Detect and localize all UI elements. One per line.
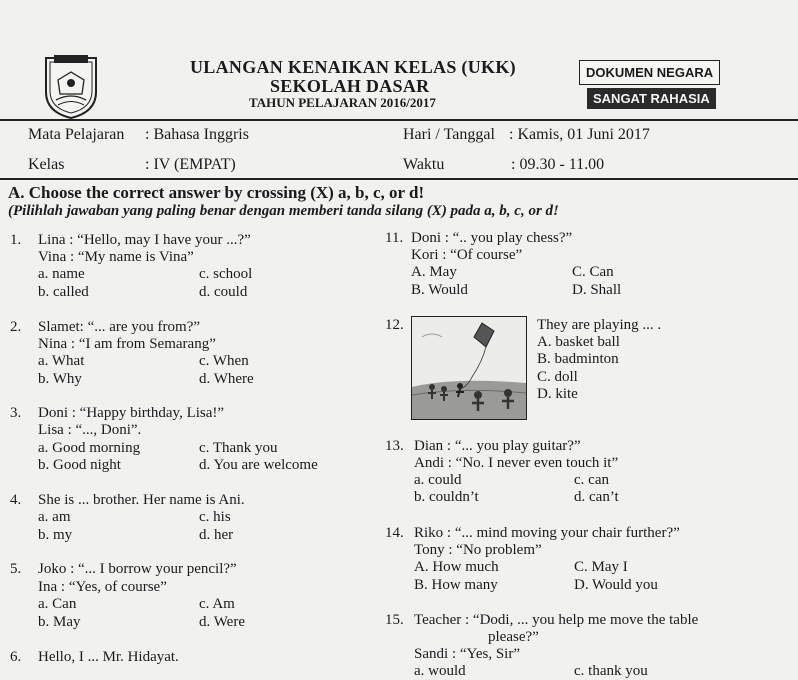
option-d[interactable]: d. Where — [199, 371, 254, 387]
question-line: Andi : “No. I never even touch it” — [414, 455, 619, 471]
option-c[interactable]: c. When — [199, 353, 249, 369]
option-d[interactable]: d. You are welcome — [199, 457, 318, 473]
question-line: Sandi : “Yes, Sir” — [414, 646, 520, 662]
option-a[interactable]: a. am — [38, 509, 71, 525]
question-number: 11. — [385, 230, 404, 246]
question-line: Kori : “Of course” — [411, 247, 523, 263]
question-number: 5. — [10, 561, 22, 577]
header-divider — [0, 119, 798, 121]
option-b[interactable]: b. Why — [38, 371, 82, 387]
question-line: Joko : “... I borrow your pencil?” — [38, 561, 237, 577]
date-label: Hari / Tanggal — [403, 126, 495, 143]
question-line: Dian : “... you play guitar?” — [414, 438, 581, 454]
option-a[interactable]: a. What — [38, 353, 85, 369]
option-b[interactable]: B. badminton — [537, 351, 619, 367]
option-c[interactable]: C. May I — [574, 559, 628, 575]
subject-label: Mata Pelajaran — [28, 126, 125, 143]
question-line: Nina : “I am from Semarang” — [38, 336, 216, 352]
question-line: Lina : “Hello, may I have your ...?” — [38, 232, 251, 248]
question-line: Slamet: “... are you from?” — [38, 319, 201, 335]
option-b[interactable]: B. How many — [414, 577, 498, 593]
question-line: Riko : “... mind moving your chair further?” — [414, 525, 680, 541]
question-number: 12. — [385, 317, 404, 333]
class-label: Kelas — [28, 156, 65, 173]
question-line: She is ... brother. Her name is Ani. — [38, 492, 245, 508]
question-number: 15. — [385, 612, 404, 628]
class-value: : IV (EMPAT) — [145, 156, 236, 173]
instruction-english: A. Choose the correct answer by crossing (X) a, b, c, or d! — [8, 183, 425, 202]
option-c[interactable]: C. doll — [537, 369, 578, 385]
option-d[interactable]: d. her — [199, 527, 234, 543]
question-line: Lisa : “..., Doni”. — [38, 422, 142, 438]
option-b[interactable]: b. called — [38, 284, 89, 300]
question-line: Vina : “My name is Vina” — [38, 249, 194, 265]
time-label: Waktu — [403, 156, 445, 173]
instruction-indonesian: (Pilihlah jawaban yang paling benar dengan memberi tanda silang (X) pada a, b, c, or d! — [8, 203, 559, 219]
option-a[interactable]: a. name — [38, 266, 85, 282]
option-d[interactable]: D. kite — [537, 386, 578, 402]
info-divider — [0, 178, 798, 180]
question-line: Doni : “.. you play chess?” — [411, 230, 573, 246]
option-b[interactable]: B. Would — [411, 282, 468, 298]
question-line: Teacher : “Dodi, ... you help me move the table — [414, 612, 699, 628]
option-c[interactable]: c. can — [574, 472, 609, 488]
subject-value: : Bahasa Inggris — [145, 126, 249, 143]
option-b[interactable]: b. Good night — [38, 457, 121, 473]
option-d[interactable]: d. could — [199, 284, 248, 300]
question-number: 14. — [385, 525, 404, 541]
kite-children-picture — [411, 316, 527, 420]
question-number: 4. — [10, 492, 22, 508]
question-number: 13. — [385, 438, 404, 454]
question-number: 2. — [10, 319, 22, 335]
option-c[interactable]: c. Am — [199, 596, 235, 612]
question-line: Tony : “No problem” — [414, 542, 542, 558]
option-a[interactable]: A. May — [411, 264, 457, 280]
option-c[interactable]: c. Thank you — [199, 440, 278, 456]
option-d[interactable]: D. Shall — [572, 282, 622, 298]
question-line: Ina : “Yes, of course” — [38, 579, 167, 595]
question-line: Doni : “Happy birthday, Lisa!” — [38, 405, 225, 421]
option-c[interactable]: c. thank you — [574, 663, 648, 679]
school-seal-logo — [36, 50, 106, 120]
school-year-title: TAHUN PELAJARAN 2016/2017 — [249, 95, 436, 110]
option-a[interactable]: A. How much — [414, 559, 499, 575]
option-a[interactable]: a. Can — [38, 596, 77, 612]
option-d[interactable]: d. Were — [199, 614, 245, 630]
question-line: please?” — [488, 629, 539, 645]
option-b[interactable]: b. May — [38, 614, 81, 630]
option-c[interactable]: c. school — [199, 266, 253, 282]
option-d[interactable]: D. Would you — [574, 577, 658, 593]
option-a[interactable]: a. could — [414, 472, 462, 488]
school-level-title: SEKOLAH DASAR — [270, 76, 430, 96]
option-c[interactable]: C. Can — [572, 264, 614, 280]
document-stamp: DOKUMEN NEGARA — [579, 60, 720, 85]
exam-title: ULANGAN KENAIKAN KELAS (UKK) — [190, 57, 516, 77]
question-line: Hello, I ... Mr. Hidayat. — [38, 649, 179, 665]
option-a[interactable]: a. Good morning — [38, 440, 141, 456]
confidential-stamp: SANGAT RAHASIA — [587, 88, 716, 109]
date-value: : Kamis, 01 Juni 2017 — [509, 126, 650, 143]
option-d[interactable]: d. can’t — [574, 489, 619, 505]
question-number: 3. — [10, 405, 22, 421]
option-a[interactable]: a. would — [414, 663, 466, 679]
option-b[interactable]: b. my — [38, 527, 73, 543]
option-a[interactable]: A. basket ball — [537, 334, 620, 350]
question-number: 1. — [10, 232, 22, 248]
option-b[interactable]: b. couldn’t — [414, 489, 479, 505]
question-line: They are playing ... . — [537, 317, 662, 333]
option-c[interactable]: c. his — [199, 509, 231, 525]
time-value: : 09.30 - 11.00 — [511, 156, 605, 173]
question-number: 6. — [10, 649, 22, 665]
